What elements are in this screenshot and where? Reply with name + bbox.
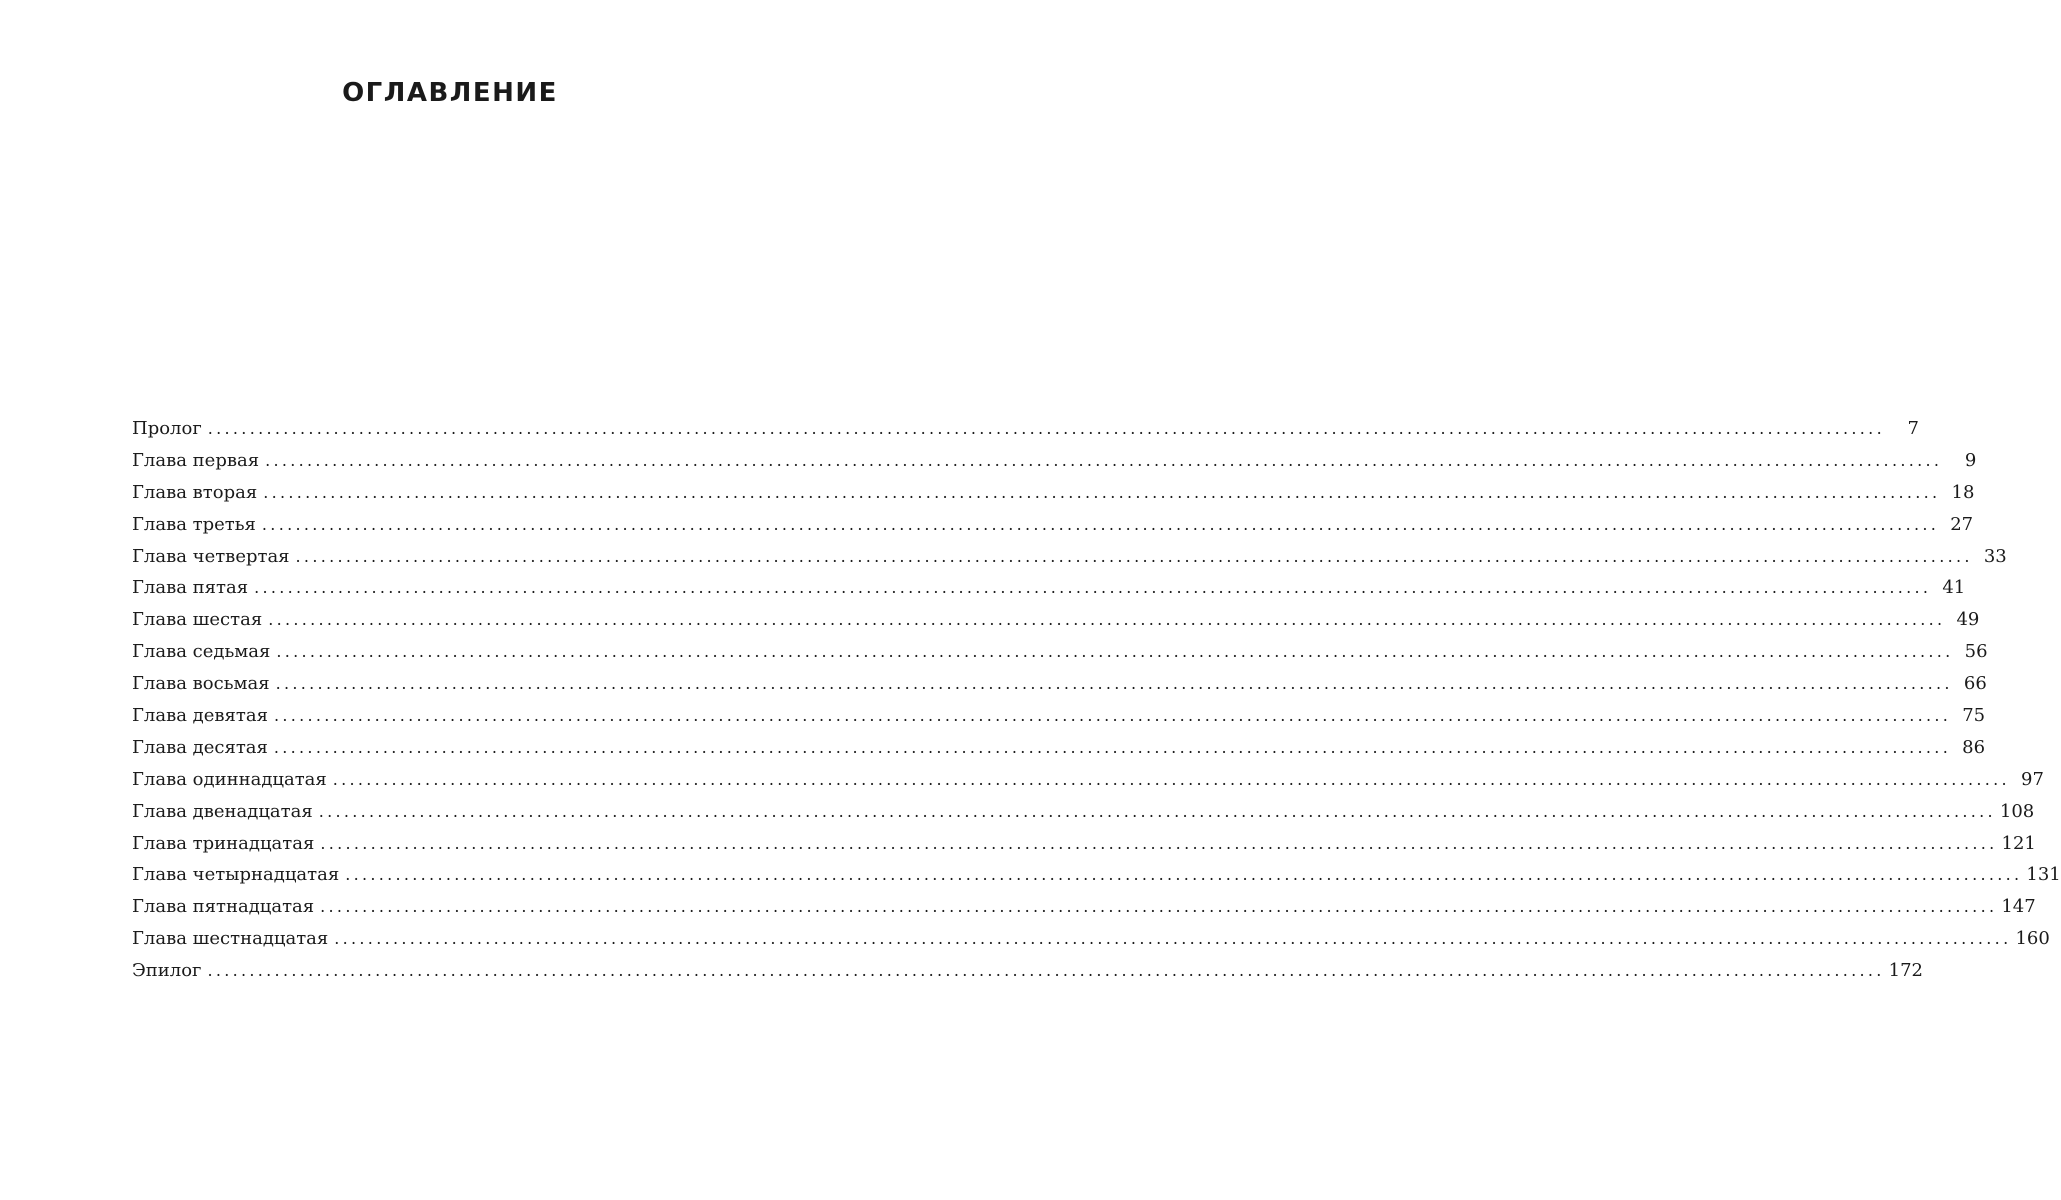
toc-entry-page-number: 41 (1942, 577, 1966, 599)
toc-entry-label: Глава первая (132, 449, 260, 471)
toc-entry[interactable] (132, 896, 2036, 928)
toc-entry-page-number: 121 (2001, 832, 2036, 854)
toc-entry-label: Глава тринадцатая (132, 832, 315, 854)
toc-entry[interactable] (132, 545, 2007, 578)
toc-entry[interactable] (132, 641, 1988, 673)
toc-entry[interactable] (132, 832, 2036, 865)
toc-entry-label: Глава вторая (132, 481, 258, 503)
toc-entry-page-number: 18 (1951, 481, 1975, 503)
dot-leader: ........................................................................................................................................................................................................ (261, 514, 1940, 534)
dot-leader: ........................................................................................................................................................................................................ (345, 865, 2023, 885)
dot-leader: ........................................................................................................................................................................................................ (276, 642, 1954, 662)
toc-entry-page-number: 56 (1964, 641, 1988, 663)
dot-leader: ........................................................................................................................................................................................................ (275, 674, 1953, 694)
dot-leader: ........................................................................................................................................................................................................ (273, 706, 1952, 726)
toc-entry-page-number: 108 (1999, 800, 2035, 822)
toc-entry-label: Глава десятая (132, 736, 268, 758)
toc-entry-page-number: 131 (2026, 864, 2061, 886)
toc-entry[interactable] (132, 960, 1924, 992)
toc-entry-label: Глава пятнадцатая (132, 896, 315, 918)
toc-entry-page-number: 49 (1956, 609, 1980, 631)
toc-entry-label: Глава одиннадцатая (132, 768, 327, 790)
table-of-contents (132, 418, 2061, 992)
toc-entry-page-number: 172 (1888, 960, 1924, 982)
dot-leader: ........................................................................................................................................................................................................ (268, 610, 1946, 630)
page-title: ОГЛАВЛЕНИЕ (342, 78, 558, 108)
dot-leader: ........................................................................................................................................................................................................ (207, 961, 1885, 981)
toc-entry-label: Глава шестая (132, 609, 263, 631)
toc-entry[interactable] (132, 609, 1980, 641)
dot-leader: ........................................................................................................................................................................................................ (318, 801, 1996, 821)
dot-leader: ........................................................................................................................................................................................................ (273, 737, 1952, 757)
toc-entry-page-number: 27 (1950, 513, 1974, 535)
toc-entry-label: Глава восьмая (132, 673, 270, 695)
toc-entry[interactable] (132, 481, 1975, 514)
dot-leader: ........................................................................................................................................................................................................ (207, 419, 1885, 438)
dot-leader: ........................................................................................................................................................................................................ (265, 450, 1943, 470)
toc-entry-label: Глава седьмая (132, 641, 271, 663)
toc-entry-page-number: 66 (1963, 673, 1987, 695)
toc-entry[interactable] (132, 705, 1986, 737)
toc-entry-label: Глава третья (132, 513, 256, 535)
toc-entry-page-number: 33 (1983, 545, 2007, 567)
toc-entry[interactable] (132, 673, 1987, 705)
toc-entry[interactable] (132, 418, 1919, 450)
toc-entry-label: Пролог (132, 418, 202, 439)
toc-entry-page-number: 75 (1962, 705, 1986, 727)
toc-entry-page-number: 86 (1962, 736, 1986, 758)
toc-entry[interactable] (132, 928, 2050, 960)
dot-leader: ........................................................................................................................................................................................................ (334, 929, 2012, 949)
dot-leader: ........................................................................................................................................................................................................ (332, 769, 2010, 789)
dot-leader: ........................................................................................................................................................................................................ (263, 482, 1941, 502)
toc-entry[interactable] (132, 800, 2035, 833)
toc-entry-page-number: 9 (1964, 449, 1977, 471)
toc-entry[interactable] (132, 864, 2061, 896)
toc-entry-label: Глава шестнадцатая (132, 928, 329, 950)
toc-entry-page-number: 160 (2015, 928, 2050, 950)
toc-entry-label: Глава девятая (132, 705, 268, 727)
toc-entry[interactable] (132, 577, 1966, 609)
toc-entry[interactable] (132, 768, 2044, 801)
toc-entry-label: Глава двенадцатая (132, 800, 313, 822)
toc-entry-label: Эпилог (132, 960, 202, 982)
toc-entry-page-number: 147 (2001, 896, 2036, 918)
toc-entry[interactable] (132, 513, 1974, 546)
dot-leader: ........................................................................................................................................................................................................ (295, 546, 1973, 566)
toc-entry-page-number: 97 (2021, 768, 2044, 790)
toc-entry-label: Глава пятая (132, 577, 249, 599)
dot-leader: ........................................................................................................................................................................................................ (254, 578, 1932, 598)
toc-entry-page-number: 7 (1907, 418, 1919, 439)
toc-entry-label: Глава четвертая (132, 545, 290, 567)
toc-entry[interactable] (132, 736, 1986, 769)
toc-entry[interactable] (132, 449, 1977, 482)
toc-entry-label: Глава четырнадцатая (132, 864, 340, 886)
dot-leader: ........................................................................................................................................................................................................ (320, 833, 1998, 853)
dot-leader: ........................................................................................................................................................................................................ (320, 897, 1998, 917)
